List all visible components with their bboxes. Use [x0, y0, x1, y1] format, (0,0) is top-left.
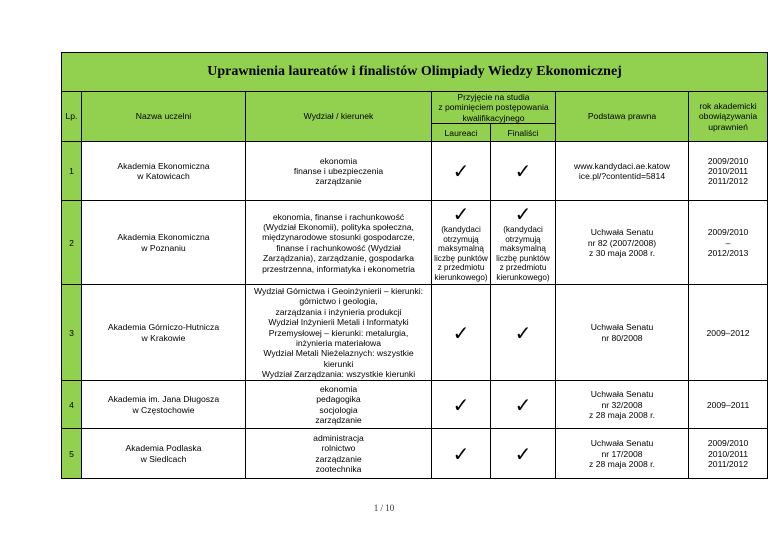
row-laureaci: [432, 285, 491, 381]
row-uczelnia: Akademia Podlaska w Siedlcach: [82, 429, 246, 479]
check-icon: ✓: [514, 441, 532, 466]
table-row: [62, 429, 768, 479]
check-icon: ✓: [452, 392, 470, 417]
row-uczelnia: Akademia im. Jana Długosza w Częstochowie: [82, 381, 246, 429]
row-wydzial: ekonomia finanse i ubezpieczenia zarządzanie: [246, 142, 432, 201]
row-uczelnia: Akademia Ekonomiczna w Katowicach: [82, 142, 246, 201]
table-row: [62, 285, 768, 381]
table-title: Uprawnienia laureatów i finalistów Olimpiady Wiedzy Ekonomicznej: [62, 53, 768, 92]
row-wydzial: ekonomia, finanse i rachunkowość (Wydział Ekonomii), polityka społeczna, międzynarodowe stosunki gospodarcze, finanse i rachunkowość (Wydział Zarządzania), zarządzanie, gospodarka przestrzenna, informatyka i ekonometria: [246, 201, 432, 285]
row-uczelnia: Akademia Górniczo-Hutnicza w Krakowie: [82, 285, 246, 381]
row-podstawa: Uchwała Senatu nr 80/2008: [556, 285, 689, 381]
header-przyjecie: Przyjęcie na studia z pominięciem postępowania kwalifikacyjnego: [432, 92, 556, 124]
row-finalisci: [491, 285, 556, 381]
check-icon: ✓: [452, 441, 470, 466]
row-rok: 2009/2010 – 2012/2013: [689, 201, 768, 285]
header-uczelnia: Nazwa uczelni: [82, 92, 246, 142]
row-lp: 3: [62, 285, 82, 381]
check-icon: ✓: [514, 201, 532, 226]
header-lp: Lp.: [62, 92, 82, 142]
row-wydzial: Wydział Górnictwa i Geoinżynierii – kierunki: górnictwo i geologia, zarządzania i inżynieria produkcji Wydział Inżynierii Metali i Informatyki Przemysłowej – kierunki: metalurgia, inżynieria materiałowa Wydział Metali Nieżelaznych: wszystkie kierunki Wydział Zarządzania: wszystkie kierunki: [246, 285, 432, 381]
row-finalisci: [491, 381, 556, 429]
row-podstawa: www.kandydaci.ae.katow ice.pl/?contentid=5814: [556, 142, 689, 201]
finalisci-note: (kandydaci otrzymują maksymalną liczbę punktów z przedmiotu kierunkowego): [496, 224, 550, 282]
table-row: [62, 142, 768, 201]
check-icon: ✓: [514, 392, 532, 417]
row-lp: 4: [62, 381, 82, 429]
table-row: [62, 201, 768, 285]
row-rok: 2009/2010 2010/2011 2011/2012: [689, 142, 768, 201]
row-rok: 2009/2010 2010/2011 2011/2012: [689, 429, 768, 479]
row-laureaci: [432, 381, 491, 429]
row-lp: 2: [62, 201, 82, 285]
laureaci-note: (kandydaci otrzymują maksymalną liczbę punktów z przedmiotu kierunkowego): [434, 224, 488, 282]
row-wydzial: ekonomia pedagogika socjologia zarządzanie: [246, 381, 432, 429]
table-row: [62, 381, 768, 429]
page-number: 1 / 10: [373, 503, 395, 513]
row-finalisci: [491, 201, 556, 285]
header-finalisci: Finaliści: [491, 124, 556, 142]
check-icon: ✓: [514, 320, 532, 345]
row-wydzial: administracja rolnictwo zarządzanie zootechnika: [246, 429, 432, 479]
row-rok: 2009–2011: [689, 381, 768, 429]
header-rok: rok akademicki obowiązywania uprawnień: [689, 92, 768, 142]
check-icon: ✓: [514, 159, 532, 184]
row-podstawa: Uchwała Senatu nr 17/2008 z 28 maja 2008 r.: [556, 429, 689, 479]
row-finalisci: [491, 142, 556, 201]
check-icon: ✓: [452, 201, 470, 226]
row-uczelnia: Akademia Ekonomiczna w Poznaniu: [82, 201, 246, 285]
header-laureaci: Laureaci: [432, 124, 491, 142]
row-finalisci: [491, 429, 556, 479]
row-laureaci: [432, 142, 491, 201]
row-laureaci: [432, 201, 491, 285]
check-icon: ✓: [452, 320, 470, 345]
row-podstawa: Uchwała Senatu nr 32/2008 z 28 maja 2008 r.: [556, 381, 689, 429]
row-lp: 5: [62, 429, 82, 479]
row-rok: 2009–2012: [689, 285, 768, 381]
row-laureaci: [432, 429, 491, 479]
row-lp: 1: [62, 142, 82, 201]
check-icon: ✓: [452, 159, 470, 184]
row-podstawa: Uchwała Senatu nr 82 (2007/2008) z 30 maja 2008 r.: [556, 201, 689, 285]
header-podstawa: Podstawa prawna: [556, 92, 689, 142]
header-wydzial: Wydział / kierunek: [246, 92, 432, 142]
eligibility-table: [61, 52, 768, 479]
